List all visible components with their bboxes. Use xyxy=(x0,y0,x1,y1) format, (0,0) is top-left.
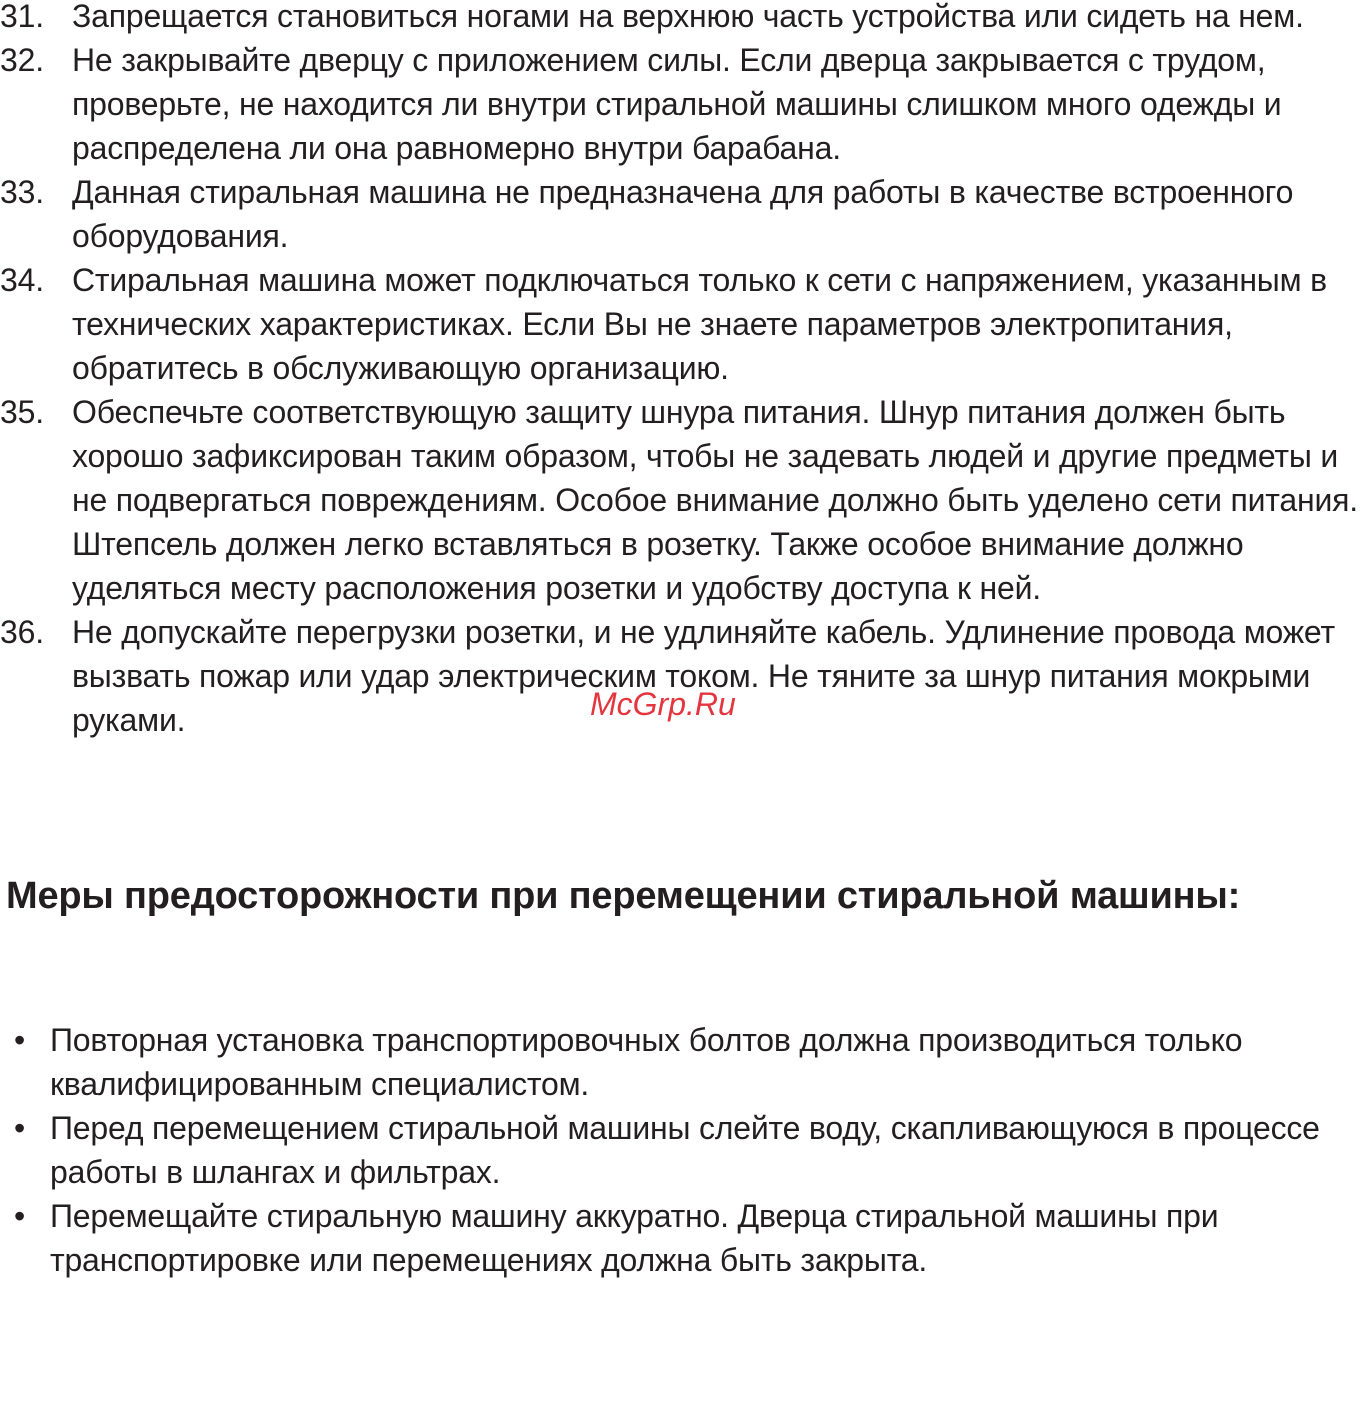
item-text: Перед перемещением стиральной машины слейте воду, скапливающуюся в процессе работы в шлангах и фильтрах. xyxy=(50,1110,1320,1190)
item-number: 33. xyxy=(0,174,44,210)
list-item xyxy=(0,1106,1366,1194)
bullet-icon: • xyxy=(14,1198,26,1234)
list-item xyxy=(0,258,1366,390)
list-item xyxy=(0,0,1366,38)
bullet-icon: • xyxy=(14,1110,26,1146)
item-number: 36. xyxy=(0,614,44,650)
list-item xyxy=(0,170,1366,258)
item-text: Данная стиральная машина не предназначена для работы в качестве встроенного оборудования. xyxy=(72,174,1294,254)
item-text: Не допускайте перегрузки розетки, и не удлиняйте кабель. Удлинение провода может вызвать пожар или удар электрическим током. Не тяните за шнур питания мокрыми руками. xyxy=(72,614,1335,738)
bullet-icon: • xyxy=(14,1022,26,1058)
item-number: 35. xyxy=(0,394,44,430)
list-item xyxy=(0,1018,1366,1106)
item-text: Не закрывайте дверцу с приложением силы. Если дверца закрывается с трудом, проверьте, не находится ли внутри стиральной машины слишком много одежды и распределена ли она равномерно внутри барабана. xyxy=(72,42,1282,166)
item-number: 34. xyxy=(0,262,44,298)
item-text: Перемещайте стиральную машину аккуратно. Дверца стиральной машины при транспортировке или перемещениях должна быть закрыта. xyxy=(50,1198,1219,1278)
item-number: 31. xyxy=(0,0,44,34)
list-item xyxy=(0,610,1366,742)
list-item xyxy=(0,390,1366,610)
item-text: Стиральная машина может подключаться только к сети с напряжением, указанным в технических характеристиках. Если Вы не знаете параметров электропитания, обратитесь в обслуживающую организацию. xyxy=(72,262,1327,386)
item-text: Запрещается становиться ногами на верхнюю часть устройства или сидеть на нем. xyxy=(72,0,1304,34)
list-item xyxy=(0,1194,1366,1282)
item-number: 32. xyxy=(0,42,44,78)
list-item xyxy=(0,38,1366,170)
item-text: Обеспечьте соответствующую защиту шнура питания. Шнур питания должен быть хорошо зафиксирован таким образом, чтобы не задевать людей и другие предметы и не подвергаться повреждениям. Особое внимание должно быть уделено сети питания. Штепсель должен легко вставляться в розетку. Также особое внимание должно уделяться месту расположения розетки и удобству доступа к ней. xyxy=(72,394,1358,606)
watermark: McGrp.Ru xyxy=(590,686,736,722)
section-heading: Меры предосторожности при перемещении стиральной машины: xyxy=(6,875,1241,917)
item-text: Повторная установка транспортировочных болтов должна производиться только квалифицированным специалистом. xyxy=(50,1022,1243,1102)
moving-precautions-list xyxy=(0,1018,1366,1282)
